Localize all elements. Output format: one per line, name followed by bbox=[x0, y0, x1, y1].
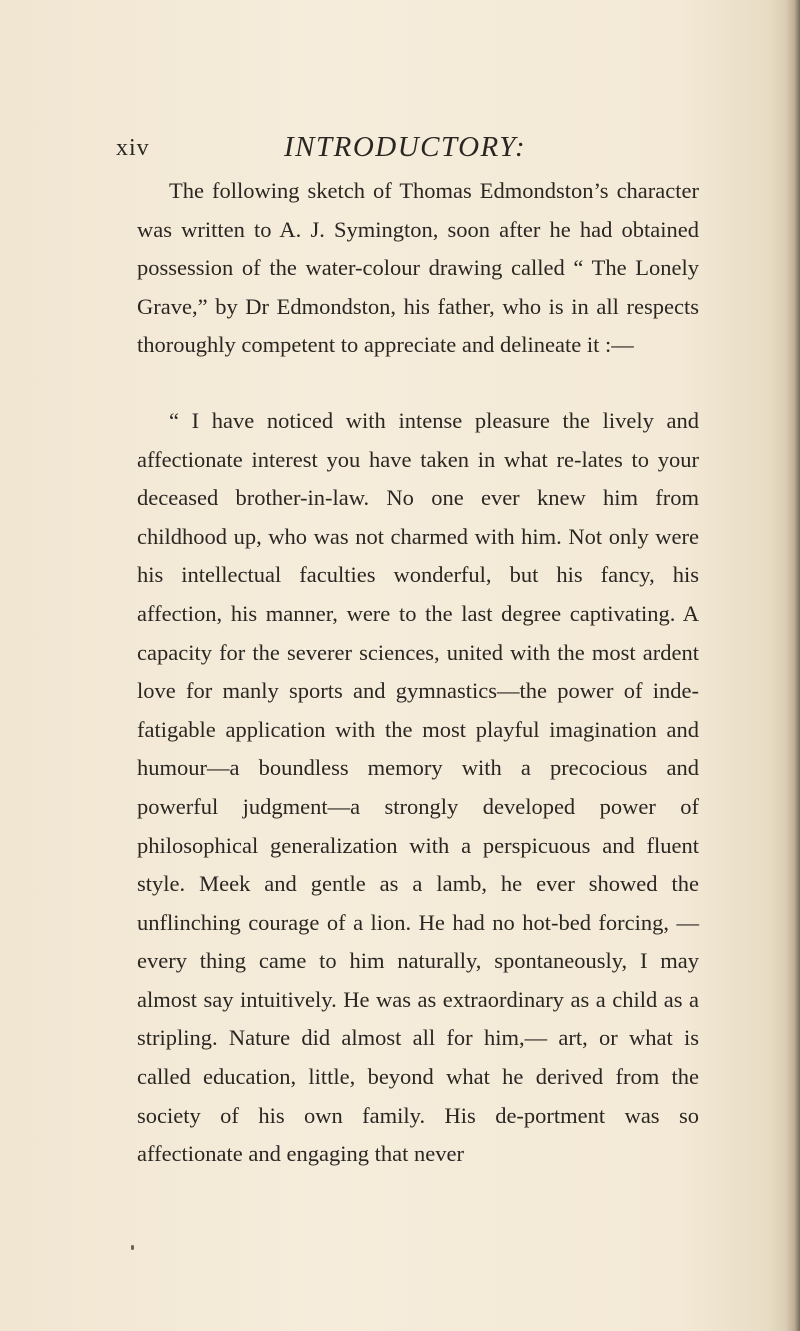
page-number: xiv bbox=[116, 135, 150, 161]
running-title: INTRODUCTORY: bbox=[284, 131, 527, 163]
page-edge-shadow bbox=[786, 0, 800, 1331]
paragraph-quote: “ I have noticed with intense pleasure the lively and affectionate interest you have taken in what re-lates to your deceased brother-in-law. No one ever knew him from childhood up, who was not charmed with him. Not only were his intellectual faculties wonderful, but his fancy, his affection, his manner, were to the last degree captivating. A capacity for the severer sciences, united with the most ardent love for manly sports and gymnastics—the power of inde-fatigable application with the most playful imagination and humour—a boundless memory with a precocious and powerful judgment—a strongly developed power of philosophical generalization with a perspicuous and fluent style. Meek and gentle as a lamb, he ever showed the unflinching courage of a lion. He had no hot-bed forcing, —every thing came to him naturally, spontaneously, I may almost say intuitively. He was as extraordinary as a child as a stripling. Nature did almost all for him,— art, or what is called education, little, beyond what he derived from the society of his own family. His de-portment was so affectionate and engaging that never bbox=[137, 407, 699, 1167]
body-text bbox=[137, 172, 699, 1174]
ink-speck bbox=[131, 1245, 134, 1250]
paragraph-intro: The following sketch of Thomas Edmondston’s character was written to A. J. Symington, soon after he had obtained possession of the water-colour drawing called “ The Lonely Grave,” by Dr Edmondston, his father, who is in all respects thoroughly competent to appreciate and delineate it :— bbox=[137, 178, 699, 358]
page-header bbox=[0, 131, 800, 171]
